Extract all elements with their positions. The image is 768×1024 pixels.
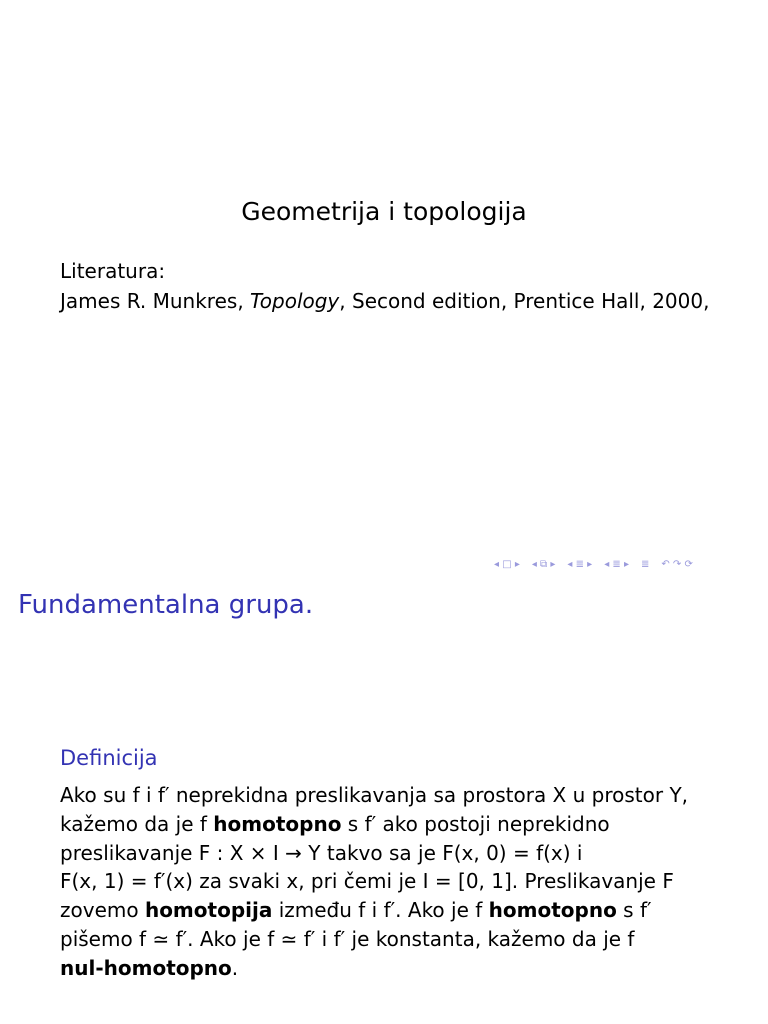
literature-label: Literatura:: [60, 259, 166, 283]
definition-line: kažemo da je f homotopno s f′ ako postoji neprekidno: [60, 811, 610, 836]
definition-heading: Definicija: [60, 746, 158, 770]
reference-publisher: , Second edition, Prentice Hall, 2000,: [339, 289, 710, 313]
nav-frame-icon[interactable]: ◂ □ ▸: [494, 558, 520, 570]
presentation-title: Geometrija i topologija: [241, 197, 527, 226]
nav-subsection-icon[interactable]: ◂ ⧉ ▸: [531, 558, 556, 570]
nav-toc-group[interactable]: [640, 559, 650, 570]
definition-line: nul-homotopno.: [60, 955, 239, 980]
nav-document-icon[interactable]: ◂ ≣ ▸: [604, 558, 629, 570]
nav-frame-group[interactable]: [493, 559, 521, 570]
nav-search-group[interactable]: [660, 559, 694, 570]
nav-toc-icon[interactable]: ≣: [640, 558, 650, 570]
definition-line: F(x, 1) = f′(x) za svaki x, pri čemi je I = [0, 1]. Preslikavanje F: [60, 869, 674, 894]
definition-body: [60, 781, 720, 983]
literature-reference: [60, 286, 709, 316]
definition-line: pišemo f ≃ f′. Ako je f ≃ f′ i f′ je konstanta, kažemo da je f: [60, 926, 635, 951]
nav-section-icon[interactable]: ◂ ≣ ▸: [567, 558, 593, 570]
nav-document-group[interactable]: [603, 559, 630, 570]
definition-line: Ako su f i f′ neprekidna preslikavanja sa prostora X u prostor Y,: [60, 783, 689, 807]
definition-line: zovemo homotopija između f i f′. Ako je f homotopno s f′: [60, 898, 652, 923]
definition-line: preslikavanje F : X × I → Y takvo sa je F(x, 0) = f(x) i: [60, 840, 583, 865]
frame-title: Fundamentalna grupa.: [18, 590, 314, 620]
reference-author: James R. Munkres,: [60, 289, 251, 313]
nav-section-group[interactable]: [566, 559, 593, 570]
beamer-navigation: [493, 555, 704, 573]
content-slide: [0, 576, 768, 1024]
nav-back-forward-search-icon[interactable]: ↶ ↷ ⟳: [661, 558, 693, 570]
literature-block: [60, 256, 709, 316]
reference-book-title: Topology: [250, 289, 340, 313]
nav-subsection-group[interactable]: [531, 559, 557, 570]
